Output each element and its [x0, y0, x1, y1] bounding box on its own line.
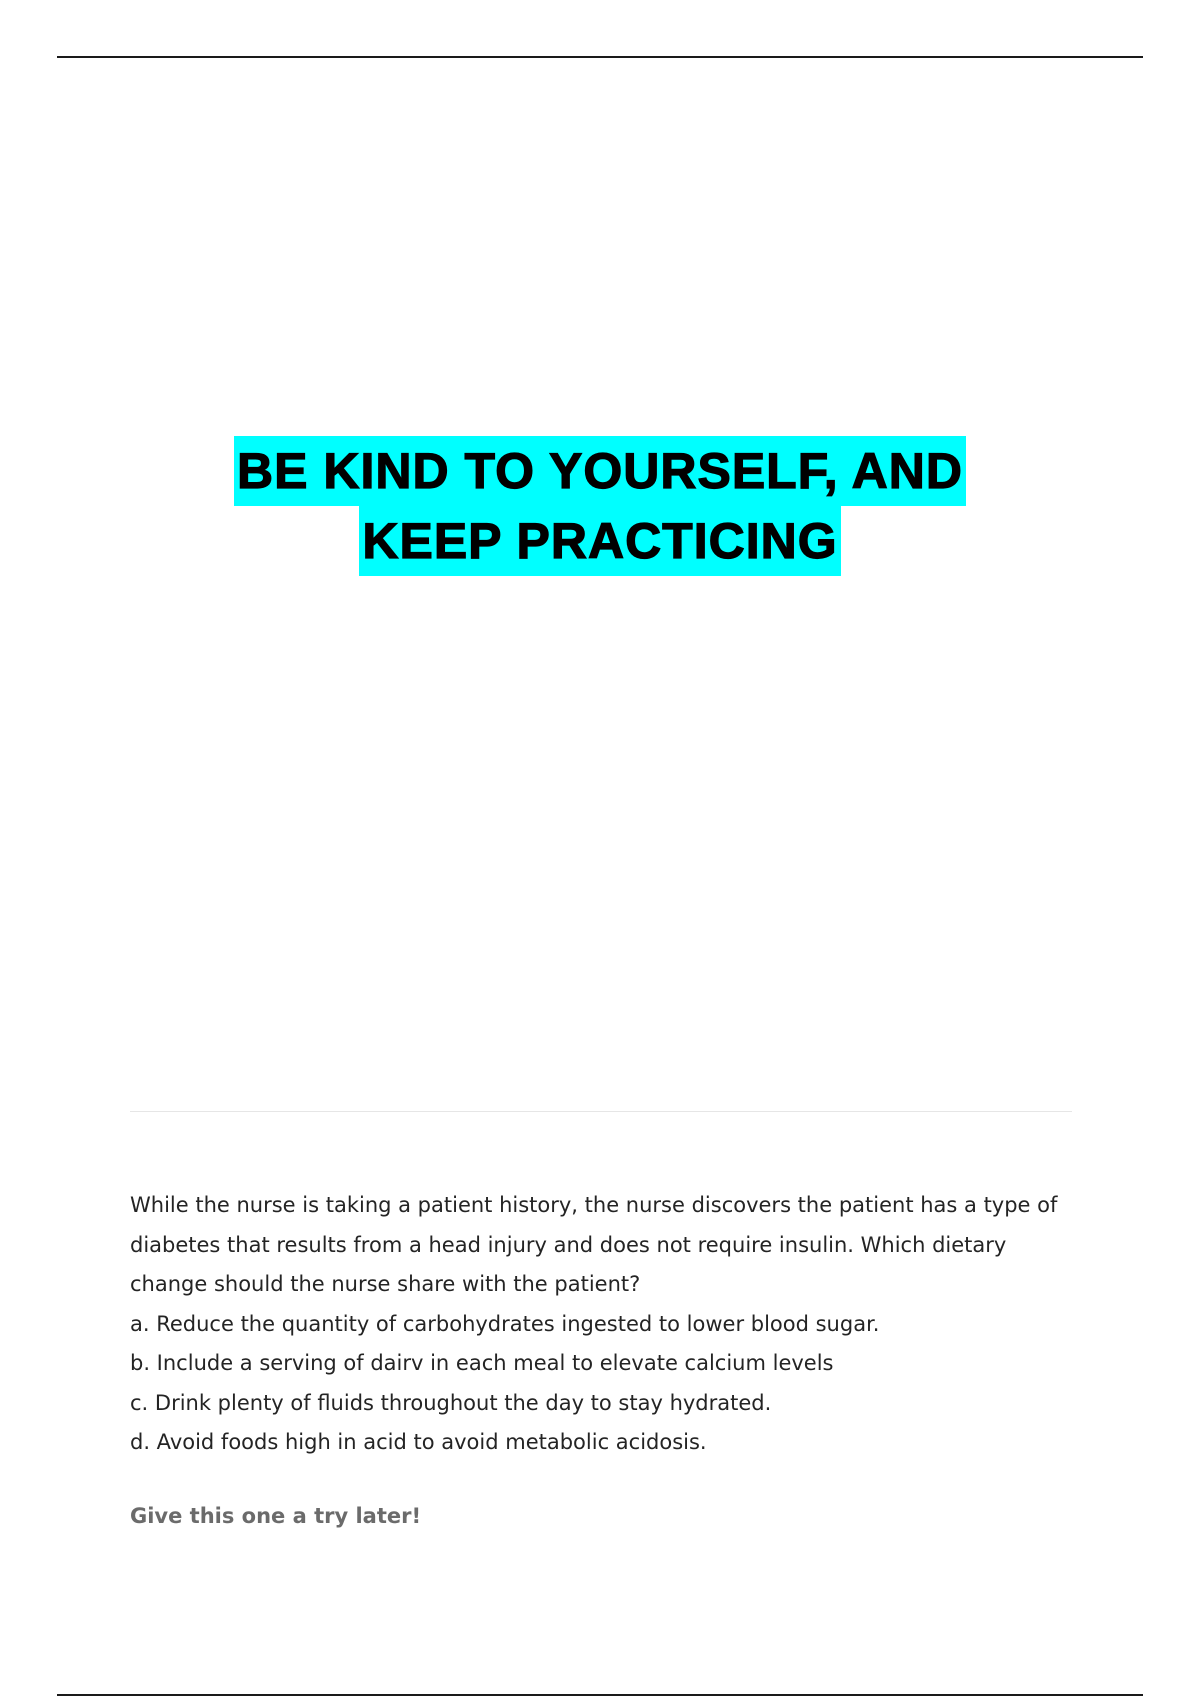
try-later-note: Give this one a try later!: [130, 1504, 422, 1528]
page-top-rule: [57, 56, 1143, 58]
page-bottom-rule: [57, 1694, 1143, 1696]
option-c: c. Drink plenty of fluids throughout the day to stay hydrated.: [130, 1390, 772, 1415]
banner-line-1: BE KIND TO YOURSELF, AND: [234, 436, 966, 506]
answer-options: [130, 1305, 1090, 1463]
question-stem: While the nurse is taking a patient history, the nurse discovers the patient has a type of diabetes that results from a head injury and does not require insulin. Which dietary change should the nurse share with the patient?: [130, 1193, 1058, 1296]
question-block: [130, 1186, 1090, 1463]
option-a: a. Reduce the quantity of carbohydrates ingested to lower blood sugar.: [130, 1311, 880, 1336]
option-b: b. Include a serving of dairv in each meal to elevate calcium levels: [130, 1351, 834, 1375]
section-divider: [130, 1111, 1072, 1112]
banner-line-2: KEEP PRACTICING: [359, 506, 840, 576]
motivational-banner: [0, 436, 1200, 576]
option-d: d. Avoid foods high in acid to avoid metabolic acidosis.: [130, 1430, 707, 1454]
